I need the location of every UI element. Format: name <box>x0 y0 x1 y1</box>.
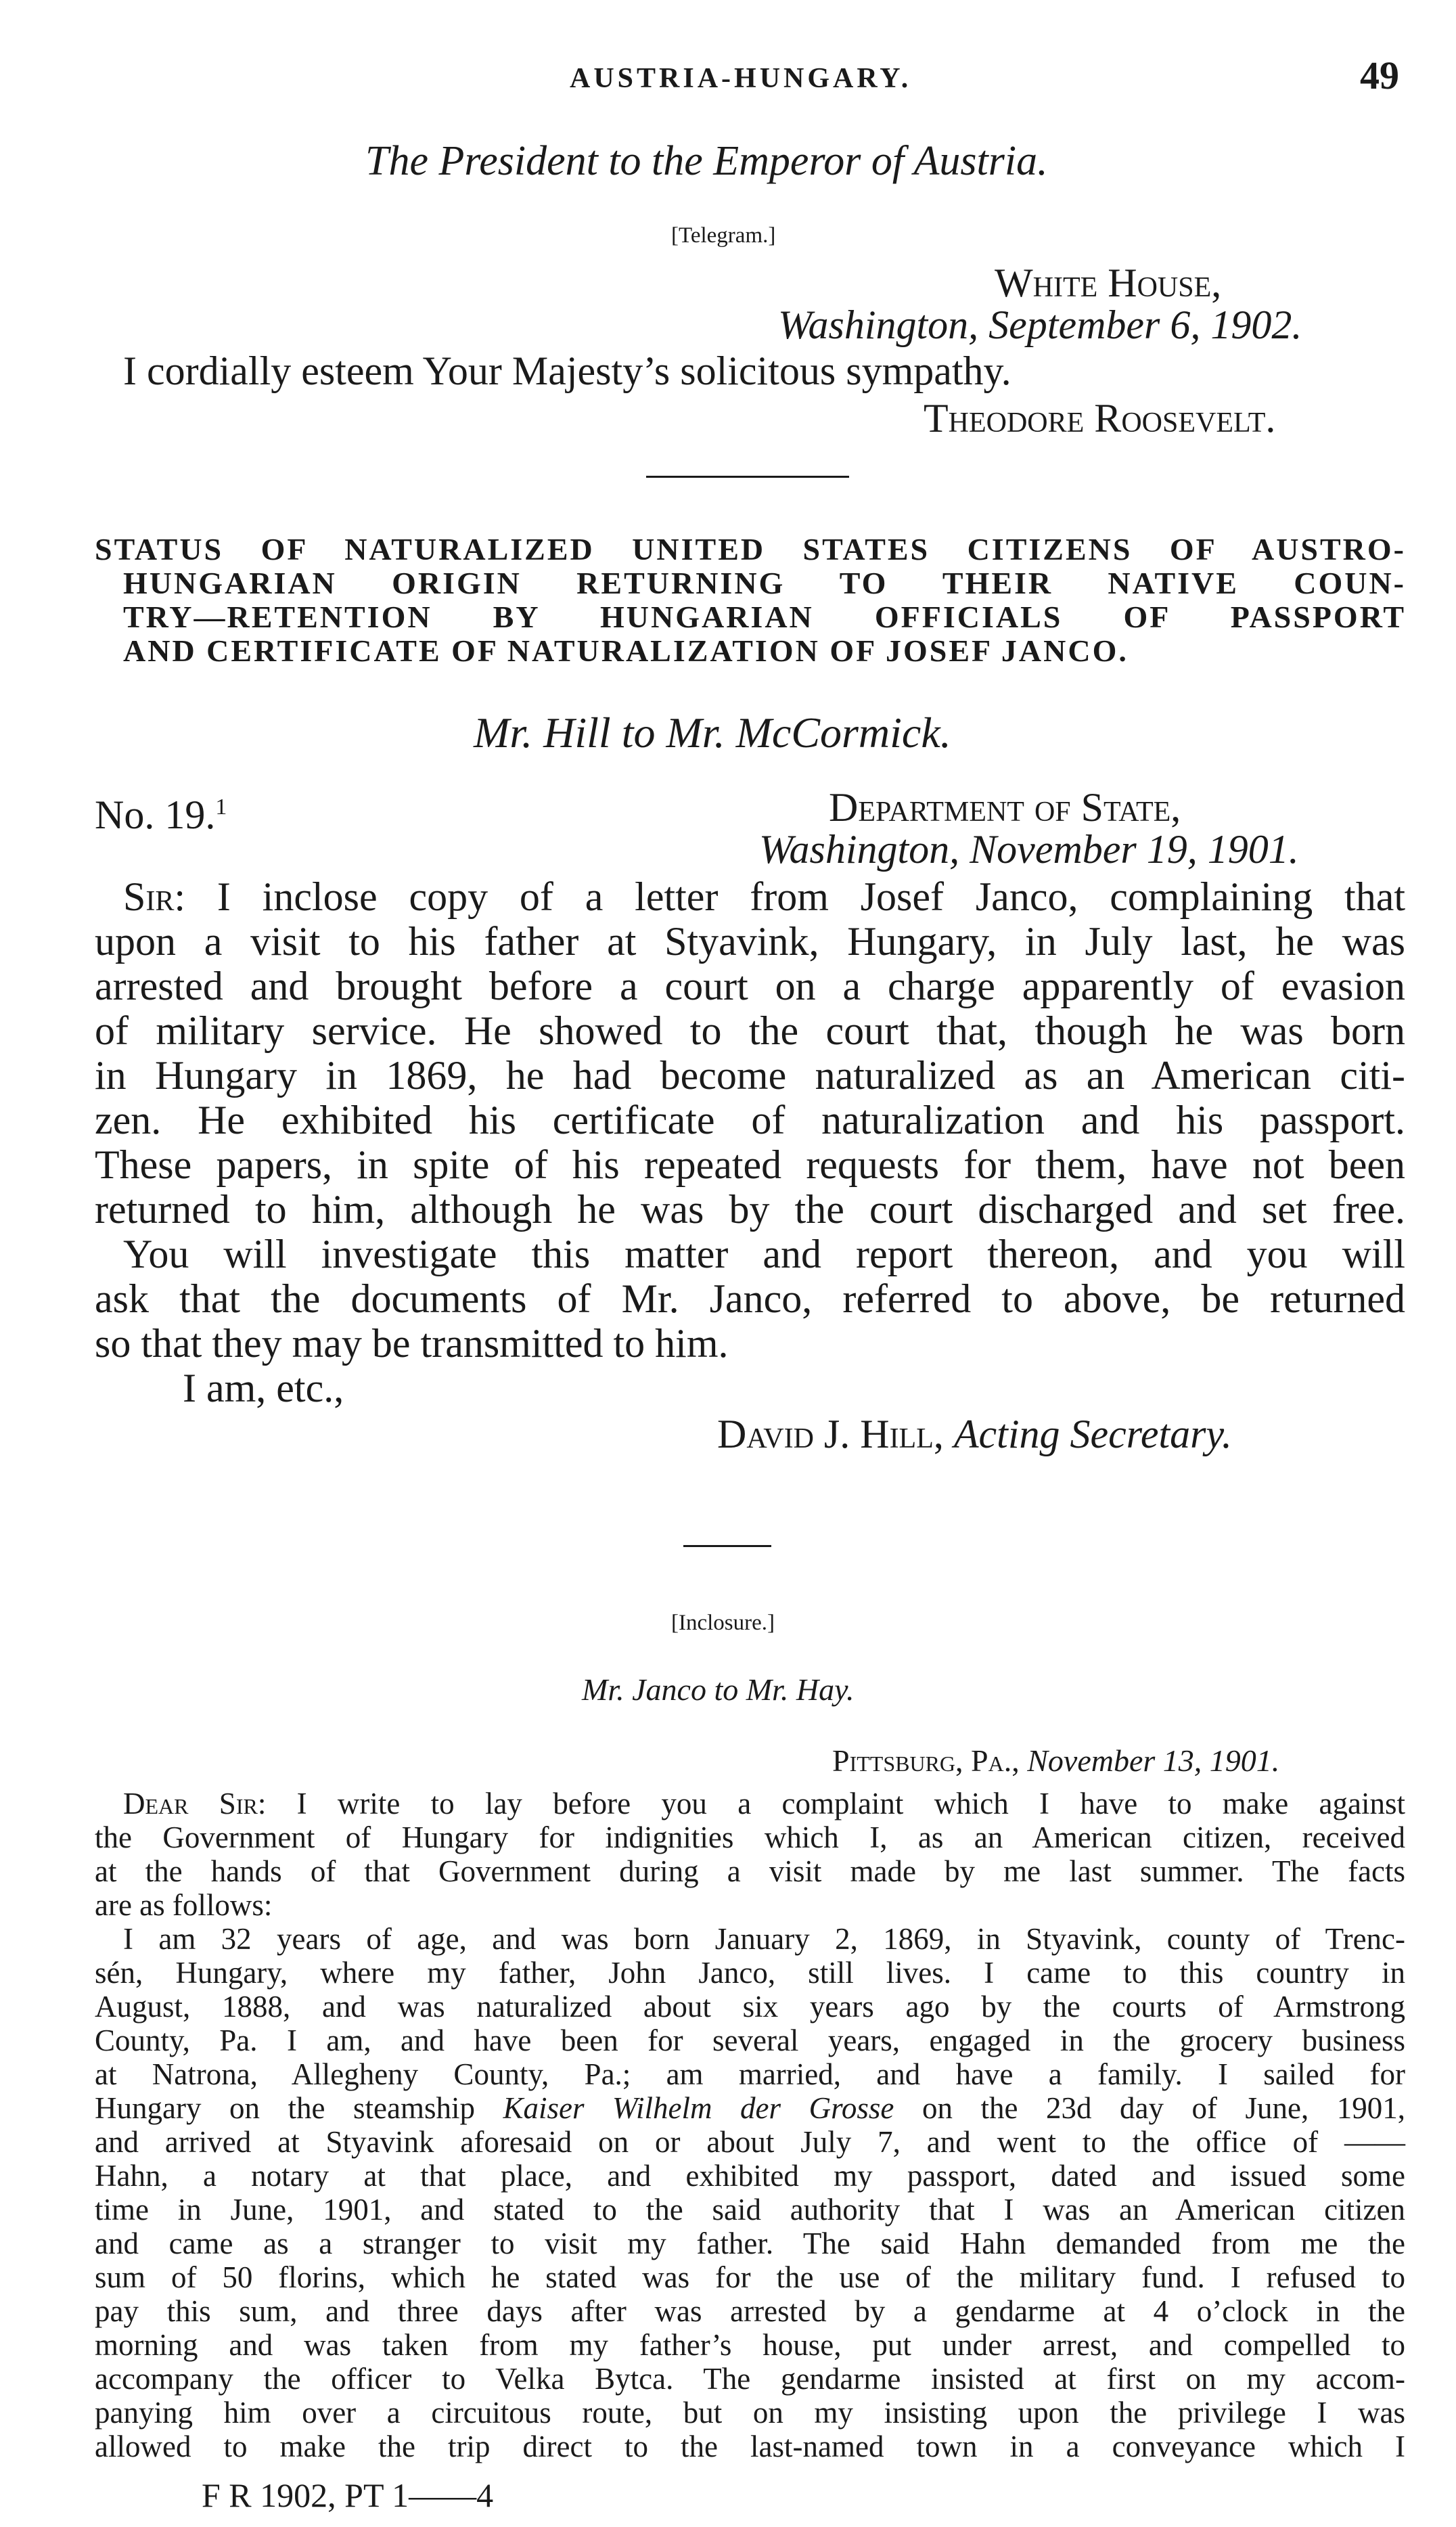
inclosure-salutation: Dear Sir: <box>123 1787 267 1820</box>
inclosure-place: Pittsburg, Pa., <box>832 1743 1020 1778</box>
letter-line: in Hungary in 1869, he had become naturalized as an American citi- <box>95 1053 1405 1098</box>
letter-signer-title: Acting Secretary. <box>953 1412 1232 1456</box>
telegram-dateline: Washington, September 6, 1902. <box>778 303 1302 347</box>
letter-number <box>95 785 227 837</box>
inclosure-line: the Government of Hungary for indignities which I, as an American citizen, received <box>95 1820 1405 1854</box>
inclosure-line: sén, Hungary, where my father, John Janco, still lives. I came to this country in <box>95 1956 1405 1990</box>
inclosure-line: sum of 50 florins, which he stated was for the use of the military fund. I refused to <box>95 2260 1405 2294</box>
letter-line: of military service. He showed to the court that, though he was born <box>95 1008 1405 1053</box>
inclosure-dateline <box>832 1743 1279 1779</box>
salutation-text: Sir: <box>123 874 186 919</box>
letter-line-rest: I inclose copy of a letter from Josef Janco, complaining that <box>217 874 1406 919</box>
inclosure-line: and arrived at Styavink aforesaid on or about July 7, and went to the office of —— <box>95 2125 1405 2159</box>
inclosure-line: allowed to make the trip direct to the last-named town in a conveyance which I <box>95 2430 1405 2463</box>
inclosure-line-start: Hungary on the steamship <box>95 2091 475 2125</box>
inclosure-line: August, 1888, and was naturalized about six years ago by the courts of Armstrong <box>95 1990 1405 2023</box>
letter-line: You will investigate this matter and report thereon, and you will <box>123 1232 1405 1276</box>
footnote-mark: 1 <box>215 795 227 820</box>
inclosure-line: accompany the officer to Velka Bytca. The gendarme insisted at first on my accom- <box>95 2362 1405 2396</box>
inclosure-line <box>123 1787 1405 1820</box>
inclosure-heading: Mr. Janco to Mr. Hay. <box>582 1672 855 1707</box>
running-title: AUSTRIA-HUNGARY. <box>570 63 912 94</box>
page-number: 49 <box>1360 53 1399 97</box>
letter-line: arrested and brought before a court on a charge apparently of evasion <box>95 964 1405 1008</box>
telegram-place: White House, <box>995 261 1222 305</box>
ship-name: Kaiser Wilhelm der Grosse <box>503 2091 894 2125</box>
inclosure-line-rest: I write to lay before you a complaint which I have to make against <box>296 1787 1406 1820</box>
inclosure-line: morning and was taken from my father’s house, put under arrest, and compelled to <box>95 2328 1405 2362</box>
inclosure-label: [Inclosure.] <box>671 1611 775 1635</box>
inclosure-line: at the hands of that Government during a visit made by me last summer. The facts <box>95 1854 1405 1888</box>
letter-dateline: Washington, November 19, 1901. <box>759 827 1299 872</box>
section-title-line: HUNGARIAN ORIGIN RETURNING TO THEIR NATIVE COUN- <box>123 566 1406 600</box>
inclosure-line: at Natrona, Allegheny County, Pa.; am married, and have a family. I sailed for <box>95 2057 1405 2091</box>
inclosure-divider <box>683 1545 771 1547</box>
telegram-signature: Theodore Roosevelt. <box>924 396 1276 441</box>
letter-signer-line <box>717 1412 1232 1456</box>
letter-line: These papers, in spite of his repeated requests for them, have not been <box>95 1142 1405 1187</box>
inclosure-line: are as follows: <box>95 1888 273 1922</box>
letter-signer: David J. Hill, <box>717 1412 944 1456</box>
inclosure-line: and came as a stranger to visit my father. The said Hahn demanded from me the <box>95 2227 1405 2260</box>
letter-line: ask that the documents of Mr. Janco, referred to above, be returned <box>95 1276 1405 1321</box>
inclosure-line: panying him over a circuitous route, but on my insisting upon the privilege I was <box>95 2396 1405 2430</box>
letter-department: Department of State, <box>829 785 1181 830</box>
letter-closing: I am, etc., <box>183 1366 344 1410</box>
telegram-type-label: [Telegram.] <box>671 223 776 248</box>
section-title-line: TRY—RETENTION BY HUNGARIAN OFFICIALS OF PASSPORT <box>123 600 1406 634</box>
inclosure-line: County, Pa. I am, and have been for several years, engaged in the grocery business <box>95 2023 1405 2057</box>
letter-line: upon a visit to his father at Styavink, Hungary, in July last, he was <box>95 919 1405 964</box>
letter-line: so that they may be transmitted to him. <box>95 1321 729 1366</box>
inclosure-date: November 13, 1901. <box>1027 1743 1280 1778</box>
inclosure-line: time in June, 1901, and stated to the said authority that I was an American citizen <box>95 2193 1405 2227</box>
telegram-heading: The President to the Emperor of Austria. <box>365 138 1048 184</box>
section-title-line: AND CERTIFICATE OF NATURALIZATION OF JOSEF JANCO. <box>123 633 1129 668</box>
inclosure-line: I am 32 years of age, and was born January 2, 1869, in Styavink, county of Trenc- <box>123 1922 1405 1956</box>
letter-line: zen. He exhibited his certificate of naturalization and his passport. <box>95 1098 1405 1142</box>
letter-heading: Mr. Hill to Mr. McCormick. <box>474 709 951 757</box>
letter-line: returned to him, although he was by the court discharged and set free. <box>95 1187 1405 1232</box>
section-title-line: STATUS OF NATURALIZED UNITED STATES CITIZENS OF AUSTRO- <box>95 532 1406 566</box>
section-divider <box>646 476 849 478</box>
telegram-body: I cordially esteem Your Majesty’s solicitous sympathy. <box>123 349 1011 393</box>
letter-number-text: No. 19. <box>95 792 216 837</box>
inclosure-line: Hahn, a notary at that place, and exhibited my passport, dated and issued some <box>95 2159 1405 2193</box>
printer-signature-mark: F R 1902, PT 1——4 <box>202 2476 494 2514</box>
inclosure-line <box>95 2091 1405 2125</box>
letter-line <box>123 874 1405 919</box>
inclosure-line-end: on the 23d day of June, 1901, <box>922 2091 1405 2125</box>
inclosure-line: pay this sum, and three days after was arrested by a gendarme at 4 o’clock in the <box>95 2294 1405 2328</box>
